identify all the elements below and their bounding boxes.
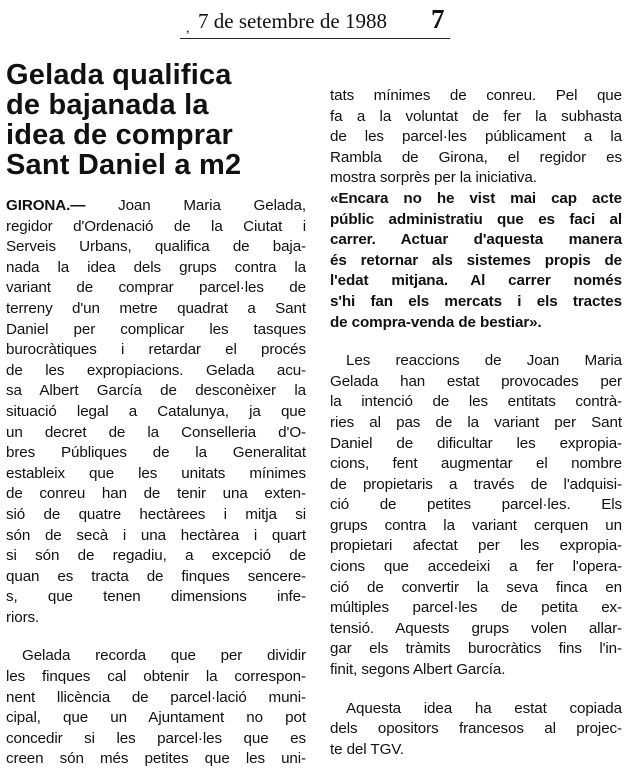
text-line: nada la idea dels grups contra la [6,258,306,276]
text-line: Gelada recorda que per dividir [22,647,306,665]
text-line: són de secà i una hectàrea i quart [6,526,306,544]
comma-mark: , [186,21,190,36]
text-line: tensió. Aquests grups volen allar- [330,619,622,637]
text-line: situació legal a Catalunya, ja que [6,402,306,420]
text-line: de compra-venda de bestiar». [330,313,542,331]
text-line: ció de convertir la seva finca en [330,578,622,596]
text-line: «Encara no he vist mai cap acte [330,189,622,207]
quote-block [330,189,622,333]
text-line: te del TGV. [330,740,405,758]
text-line: mostra sorprès per la iniciativa. [330,169,537,187]
text-line: terreny d'un metre quadrat a Sant [6,299,306,317]
text-line: Serveis Urbans, qualifica de baja- [6,238,306,256]
text-line: de les expropiacions. Gelada acu- [6,361,306,379]
paragraph-body [330,351,622,681]
text-line: quan es tracta de finques sencere- [6,567,306,585]
text-line: nent llicència de parcel·lació muni- [6,688,306,706]
paragraph-body [6,646,306,770]
text-line: propietari afectat per les expropia- [330,537,622,555]
text-line: dels opositors francesos al projec- [330,720,622,738]
left-column [6,60,306,770]
text-line: les finques cal obtenir la correspon- [6,668,306,686]
text-line: Daniel per complicar les tasques [6,320,306,338]
text-line: cions que accedeixi a fer l'opera- [330,558,622,576]
text-line: bres Públiques de la Generalitat [6,444,306,462]
headline-line: Gelada qualifica [6,59,232,91]
paragraph-body [6,217,306,629]
text-line: sa Albert García de desconèixer la [6,382,306,400]
text-line: s, que tenen dimensions infe- [6,588,306,606]
text-line: carrer. Actuar d'aquesta manera [330,231,622,249]
text-line: concedir si les parcel·les que es [6,729,306,747]
text-line: finit, segons Albert García. [330,661,506,679]
text-line: tats mínimes de conreu. Pel que [330,87,622,104]
text-line: la intenció de les entitats contrà- [330,393,622,411]
text-line: públic administratiu que es faci al [330,210,622,228]
text-line: Rambla de Girona, el regidor es [330,148,622,166]
text-fragment: Joan Maria Gelada, [118,197,306,214]
page-number: 7 [431,4,445,34]
article-headline [6,60,306,180]
text-line: l'edat mitjana. Al carrer només [330,272,622,290]
paragraph-intro [6,196,306,628]
text-line: variant de comprar parcel·les de [6,279,306,297]
text-line: Aquesta idea ha estat copiada [346,699,622,717]
text-line: si són de regadiu, a excepció de [6,547,306,565]
text-line: de conreu han de tenir una exten- [6,485,306,503]
text-line: cions, fent augmentar el nombre [330,455,622,473]
paragraph-body [330,86,622,189]
text-line: creen són més petites que les uni- [6,750,306,768]
text-line: burocràtiques i retardar el procés [6,341,306,359]
text-line: Les reaccions de Joan Maria [346,352,622,370]
text-line: ció de petites parcel·les. Els [330,496,622,514]
headline-line: de bajanada la [6,89,209,121]
text-line: riors. [6,608,40,626]
right-column [330,86,622,760]
dateline-header [180,4,450,39]
dateline-location: GIRONA.— [6,197,86,214]
text-line: Daniel de dificultar les expropia- [330,434,622,452]
text-line: un decret de la Conselleria d'O- [6,423,306,441]
text-line: múltiples parcel·les de petita ex- [330,599,622,617]
text-line: ries al pas de la variant per Sant [330,413,622,431]
headline-line: idea de comprar [6,119,234,151]
text-line: gar els tràmits burocràtics fins l'in- [330,640,622,658]
headline-line: Sant Daniel a m2 [6,149,242,181]
text-line: Gelada han estat provocades per [330,372,622,390]
text-line [6,196,306,217]
text-line: regidor d'Ordenació de la Ciutat i [6,217,306,235]
paragraph-body [330,699,622,761]
publication-date: 7 de setembre de 1988 [198,9,387,33]
text-line: és retornar als sistemes propis de [330,251,622,269]
text-line: fa a la voluntat de fer la subhasta [330,107,622,125]
text-line: de les parcel·les públicament a la [330,128,622,146]
text-line: sió de quatre hectàrees i mitja si [6,505,306,523]
text-line: de propietaris a través de l'adquisi- [330,475,622,493]
text-line: estableix que les unitats mínimes [6,464,306,482]
text-line: cipal, que un Ajuntament no pot [6,709,306,727]
text-line: grups contra la variant cerquen un [330,516,622,534]
text-line: s'hi fan els mercats i els tractes [330,292,622,310]
